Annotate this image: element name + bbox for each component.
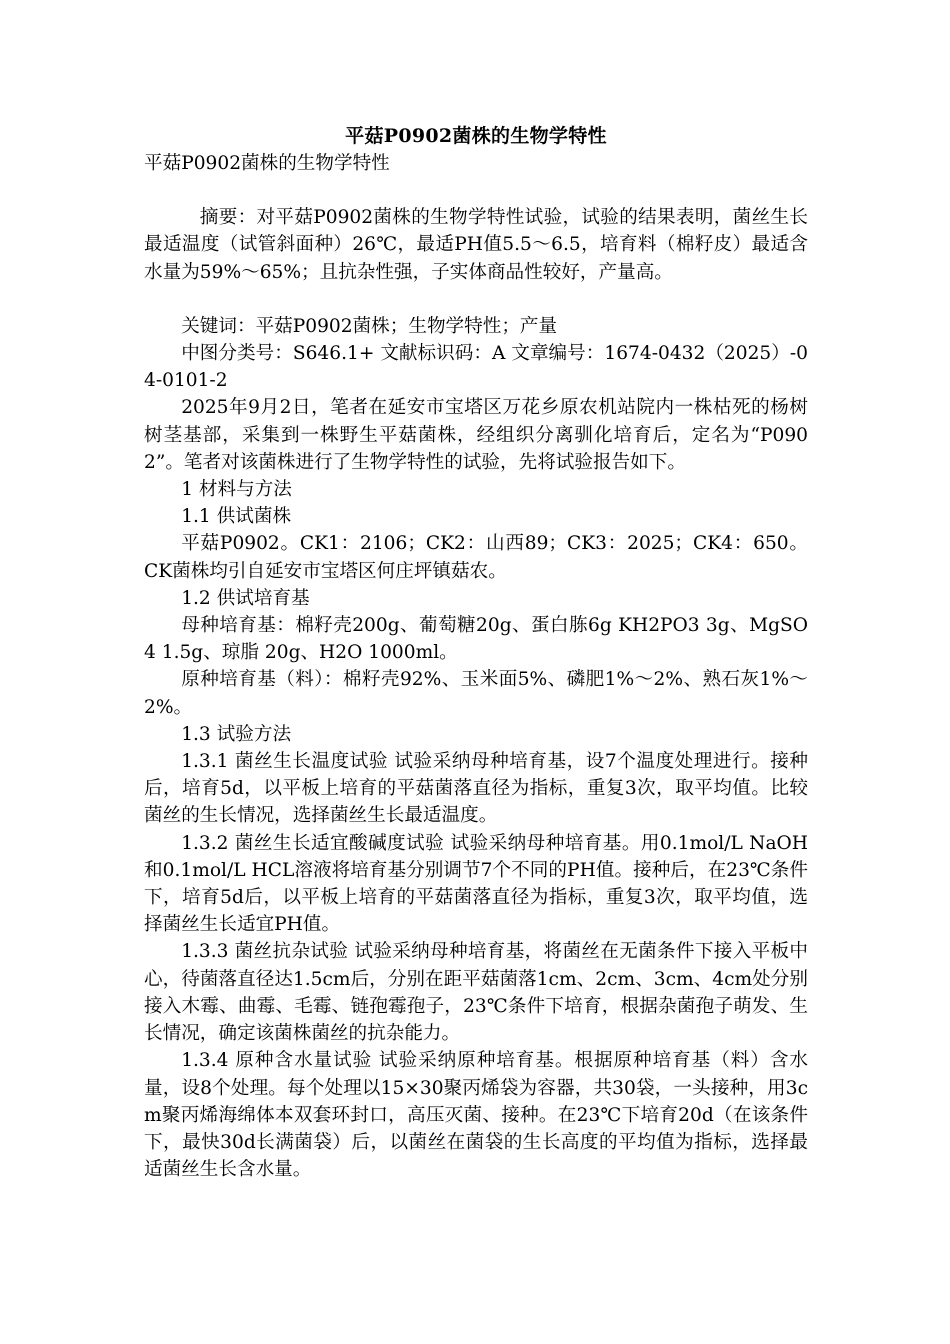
- keywords-line: 关键词：平菇P0902菌株；生物学特性；产量: [181, 315, 558, 337]
- body-paragraph: 1.3.4 原种含水量试验 试验采纳原种培育基。根据原种培育基（料）含水量，设8个处理。每个处理以15×30聚丙烯袋为容器，共30袋，一头接种，用3cm聚丙烯海绵体本双套环封口，高压灭菌、接种。在23℃下培育20d（在该条件下，最快30d长满菌袋）后，以菌丝在菌袋的生长高度的平均值为指标，选择最适菌丝生长含水量。: [144, 1050, 808, 1181]
- body-paragraph: 1.3.1 菌丝生长温度试验 试验采纳母种培育基，设7个温度处理进行。接种后，培育5d，以平板上培育的平菇菌落直径为指标，重复3次，取平均值。比较菌丝的生长情况，选择菌丝生长最适温度。: [144, 751, 808, 827]
- document-page: [144, 122, 808, 1183]
- subsection-heading: 1.2 供试培育基: [181, 587, 310, 609]
- body-paragraph: 2025年9月2日，笔者在延安市宝塔区万花乡原农机站院内一株枯死的杨树树茎基部，采集到一株野生平菇菌株，经组织分离驯化培育后，定名为“P0902”。笔者对该菌株进行了生物学特性的试验，先将试验报告如下。: [144, 397, 808, 473]
- body-paragraph: 母种培育基：棉籽壳200g、葡萄糖20g、蛋白胨6g KH2PO3 3g、MgSO4 1.5g、琼脂 20g、H2O 1000ml。: [144, 615, 808, 664]
- blank-line: [144, 177, 808, 204]
- classification-line: 中图分类号：S646.1+ 文献标识码：A 文章编号：1674-0432（2025）-04-0101-2: [144, 343, 808, 392]
- document-subtitle: 平菇P0902菌株的生物学特性: [144, 153, 390, 174]
- blank-line: [144, 286, 808, 313]
- abstract-paragraph: 摘要：对平菇P0902菌株的生物学特性试验，试验的结果表明，菌丝生长最适温度（试管斜面种）26℃，最适PH值5.5～6.5，培育料（棉籽皮）最适含水量为59%～65%；且抗杂性强，子实体商品性较好，产量高。: [144, 207, 808, 283]
- subsection-heading: 1.3 试验方法: [181, 723, 292, 745]
- body-paragraph: 平菇P0902。CK1：2106；CK2：山西89；CK3：2025；CK4：650。CK菌株均引自延安市宝塔区何庄坪镇菇农。: [144, 533, 808, 582]
- body-paragraph: 原种培育基（料）：棉籽壳92%、玉米面5%、磷肥1%～2%、熟石灰1%～2%。: [144, 669, 808, 718]
- document-title: 平菇P0902菌株的生物学特性: [345, 125, 607, 147]
- body-paragraph: 1.3.3 菌丝抗杂试验 试验采纳母种培育基，将菌丝在无菌条件下接入平板中心，待菌落直径达1.5cm后，分别在距平菇菌落1cm、2cm、3cm、4cm处分别接入木霉、曲霉、毛霉、链孢霉孢子，23℃条件下培育，根据杂菌孢子萌发、生长情况，确定该菌株菌丝的抗杂能力。: [144, 941, 808, 1045]
- subsection-heading: 1.1 供试菌株: [181, 506, 292, 528]
- body-paragraph: 1.3.2 菌丝生长适宜酸碱度试验 试验采纳母种培育基。用0.1mol/L NaOH和0.1mol/L HCL溶液将培育基分别调节7个不同的PH值。接种后，在23℃条件下，培育5d后，以平板上培育的平菇菌落直径为指标，重复3次，取平均值，选择菌丝生长适宜PH值。: [144, 832, 808, 936]
- section-heading: 1 材料与方法: [181, 479, 292, 501]
